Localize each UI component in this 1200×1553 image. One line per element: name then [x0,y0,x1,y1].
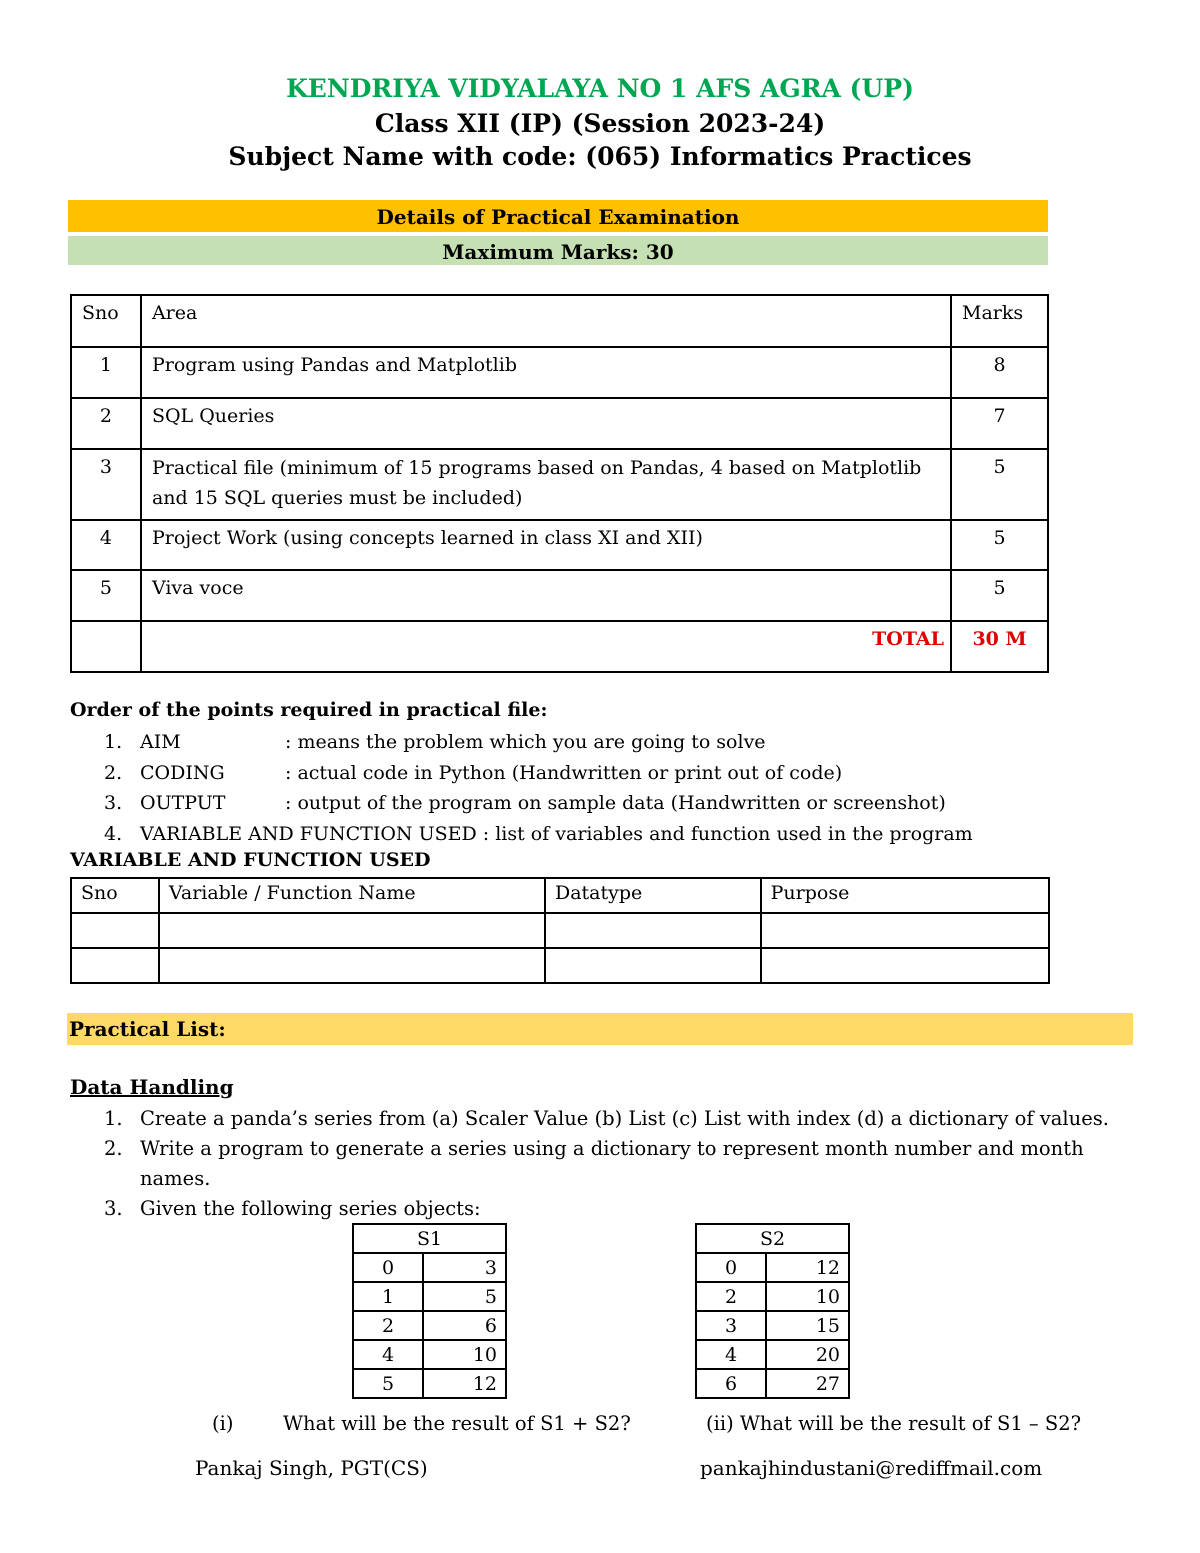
item-key: CODING [140,761,225,784]
series-value: 20 [766,1340,849,1369]
row-marks: 5 [951,520,1048,570]
series-s1-table [352,1223,507,1399]
series-value: 6 [423,1311,506,1340]
table-row [71,570,1048,621]
series-index: 3 [696,1311,766,1340]
empty-cell [159,913,545,948]
series-value: 10 [766,1282,849,1311]
series-index: 0 [353,1253,423,1282]
item-desc: : actual code in Python (Handwritten or print out of code) [285,761,843,784]
question-1-number: (i) [212,1412,234,1435]
order-title: Order of the points required in practical file: [70,699,548,721]
header-marks: Marks [951,295,1048,347]
series-value: 12 [423,1369,506,1398]
series-index: 6 [696,1369,766,1398]
item-number: 2. [104,761,123,784]
item-text: Create a panda’s series from (a) Scaler Value (b) List (c) List with index (d) a dictionary of values. [140,1107,1109,1130]
series-name: S2 [696,1224,849,1253]
list-item [104,727,973,758]
series-header-row [353,1224,506,1253]
table-row [353,1340,506,1369]
table-row [696,1311,849,1340]
header-sno: Sno [71,295,141,347]
footer-email: pankajhindustani@rediffmail.com [700,1456,1043,1480]
section-title: Data Handling [70,1075,234,1099]
table-row [696,1340,849,1369]
item-text: Given the following series objects: [140,1197,481,1220]
row-area: SQL Queries [141,398,951,449]
table-row [353,1369,506,1398]
list-item [104,788,973,819]
row-marks: 5 [951,449,1048,520]
series-index: 4 [353,1340,423,1369]
list-item [104,758,973,789]
item-number: 1. [104,731,123,753]
footer-author: Pankaj Singh, PGT(CS) [195,1456,428,1480]
table-header-row [71,295,1048,347]
item-desc: : list of variables and function used in the program [482,822,973,845]
variables-title: VARIABLE AND FUNCTION USED [70,849,431,871]
empty-cell [159,948,545,983]
table-row [353,1311,506,1340]
item-number: 4. [104,822,123,845]
series-value: 10 [423,1340,506,1369]
header-datatype: Datatype [545,878,761,913]
list-item [104,1134,1144,1194]
series-index: 2 [353,1311,423,1340]
item-key: AIM [140,731,181,753]
table-header-row [71,878,1049,913]
series-index: 0 [696,1253,766,1282]
series-name: S1 [353,1224,506,1253]
subject-title: Subject Name with code: (065) Informatics Practices [228,142,972,171]
item-key: OUTPUT [140,792,226,814]
school-name: KENDRIYA VIDYALAYA NO 1 AFS AGRA (UP) [286,74,914,103]
practical-list-heading: Practical List: [67,1013,1133,1045]
list-item [104,819,973,850]
order-list [104,727,973,849]
row-sno: 3 [71,449,141,520]
row-marks: 8 [951,347,1048,398]
row-area: Program using Pandas and Matplotlib [141,347,951,398]
total-value: 30 M [951,621,1048,672]
header-purpose: Purpose [761,878,1049,913]
table-row [71,449,1048,520]
max-marks-heading: Maximum Marks: 30 [68,236,1048,265]
series-header-row [696,1224,849,1253]
item-desc: : output of the program on sample data (Handwritten or screenshot) [285,792,946,814]
empty-cell [71,948,159,983]
item-number: 1. [104,1107,123,1130]
total-label: TOTAL [141,621,951,672]
row-sno: 1 [71,347,141,398]
table-row [71,520,1048,570]
practical-items [104,1104,1144,1224]
table-row [696,1282,849,1311]
row-area: Viva voce [141,570,951,621]
series-value: 5 [423,1282,506,1311]
item-desc: : means the problem which you are going to solve [285,731,766,753]
row-sno: 2 [71,398,141,449]
table-row [71,347,1048,398]
total-row [71,621,1048,672]
header-name: Variable / Function Name [159,878,545,913]
series-index: 5 [353,1369,423,1398]
item-key: VARIABLE AND FUNCTION USED [140,822,477,845]
table-row [696,1369,849,1398]
series-index: 2 [696,1282,766,1311]
empty-cell [761,948,1049,983]
series-value: 27 [766,1369,849,1398]
row-sno: 4 [71,520,141,570]
row-area: Project Work (using concepts learned in class XI and XII) [141,520,951,570]
item-number: 2. [104,1137,123,1160]
question-1-text: What will be the result of S1 + S2? [283,1412,631,1435]
item-text: Write a program to generate a series using a dictionary to represent month number and month names. [140,1137,1084,1190]
variables-table [70,877,1050,984]
list-item [104,1104,1144,1134]
class-session: Class XII (IP) (Session 2023-24) [374,109,826,138]
empty-cell [761,913,1049,948]
item-number: 3. [104,792,123,814]
item-number: 3. [104,1197,123,1220]
exam-details-heading: Details of Practical Examination [68,200,1048,232]
empty-cell [545,913,761,948]
empty-cell [71,913,159,948]
series-value: 15 [766,1311,849,1340]
series-index: 1 [353,1282,423,1311]
row-marks: 5 [951,570,1048,621]
header-area: Area [141,295,951,347]
table-row [71,913,1049,948]
row-area: Practical file (minimum of 15 programs based on Pandas, 4 based on Matplotlib and 15 SQL queries must be included) [141,449,951,520]
series-index: 4 [696,1340,766,1369]
question-2-text: (ii) What will be the result of S1 – S2? [706,1412,1082,1435]
table-row [696,1253,849,1282]
total-empty-cell [71,621,141,672]
row-sno: 5 [71,570,141,621]
empty-cell [545,948,761,983]
row-marks: 7 [951,398,1048,449]
series-value: 3 [423,1253,506,1282]
series-s2-table [695,1223,850,1399]
table-row [353,1253,506,1282]
table-row [71,398,1048,449]
exam-marks-table [70,294,1049,673]
series-value: 12 [766,1253,849,1282]
list-item [104,1194,1144,1224]
table-row [353,1282,506,1311]
table-row [71,948,1049,983]
header-sno: Sno [71,878,159,913]
